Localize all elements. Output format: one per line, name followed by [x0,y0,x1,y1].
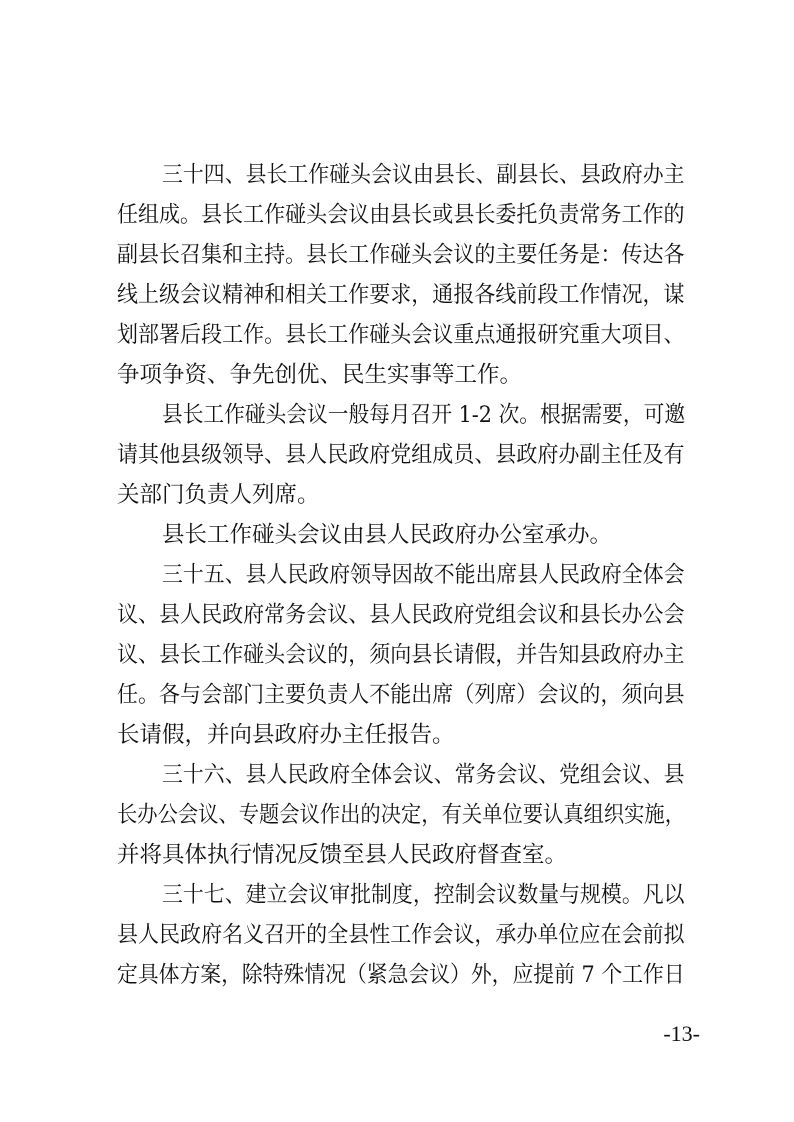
text-line: 三十四、县长工作碰头会议由县长、副县长、县政府办主 [162,162,685,188]
text-line: 请其他县级领导、县人民政府党组成员、县政府办副主任及有 [117,442,685,468]
text-line: 长办公会议、专题会议作出的决定，有关单位要认真组织实施， [117,802,686,828]
text-line: 定具体方案，除特殊情况（紧急会议）外，应提前 7 个工作日 [117,962,685,988]
text-line: 三十五、县人民政府领导因故不能出席县人民政府全体会 [162,562,685,588]
text-line: 三十七、建立会议审批制度，控制会议数量与规模。凡以 [162,882,685,908]
text-line: 任。各与会部门主要负责人不能出席（列席）会议的，须向县 [117,682,685,708]
text-line: 县人民政府名义召开的全县性工作会议，承办单位应在会前拟 [117,922,685,948]
text-line: 三十六、县人民政府全体会议、常务会议、党组会议、县 [162,762,685,788]
text-line: 争项争资、争先创优、民生实事等工作。 [117,362,523,388]
text-line: 并将具体执行情况反馈至县人民政府督查室。 [117,842,568,868]
text-line: 县长工作碰头会议一般每月召开 1-2 次。根据需要，可邀 [162,402,686,428]
text-line: 议、县长工作碰头会议的，须向县长请假，并告知县政府办主 [117,642,685,668]
page-number: -13- [663,1021,700,1046]
text-line: 议、县人民政府常务会议、县人民政府党组会议和县长办公会 [117,602,685,628]
text-line: 长请假，并向县政府办主任报告。 [117,722,455,748]
text-line: 划部署后段工作。县长工作碰头会议重点通报研究重大项目、 [117,322,685,348]
text-line: 关部门负责人列席。 [117,482,320,508]
text-line: 线上级会议精神和相关工作要求，通报各线前段工作情况，谋 [117,282,685,308]
text-line: 县长工作碰头会议由县人民政府办公室承办。 [162,522,613,548]
text-line: 任组成。县长工作碰头会议由县长或县长委托负责常务工作的 [117,202,685,228]
text-line: 副县长召集和主持。县长工作碰头会议的主要任务是：传达各 [117,242,685,268]
